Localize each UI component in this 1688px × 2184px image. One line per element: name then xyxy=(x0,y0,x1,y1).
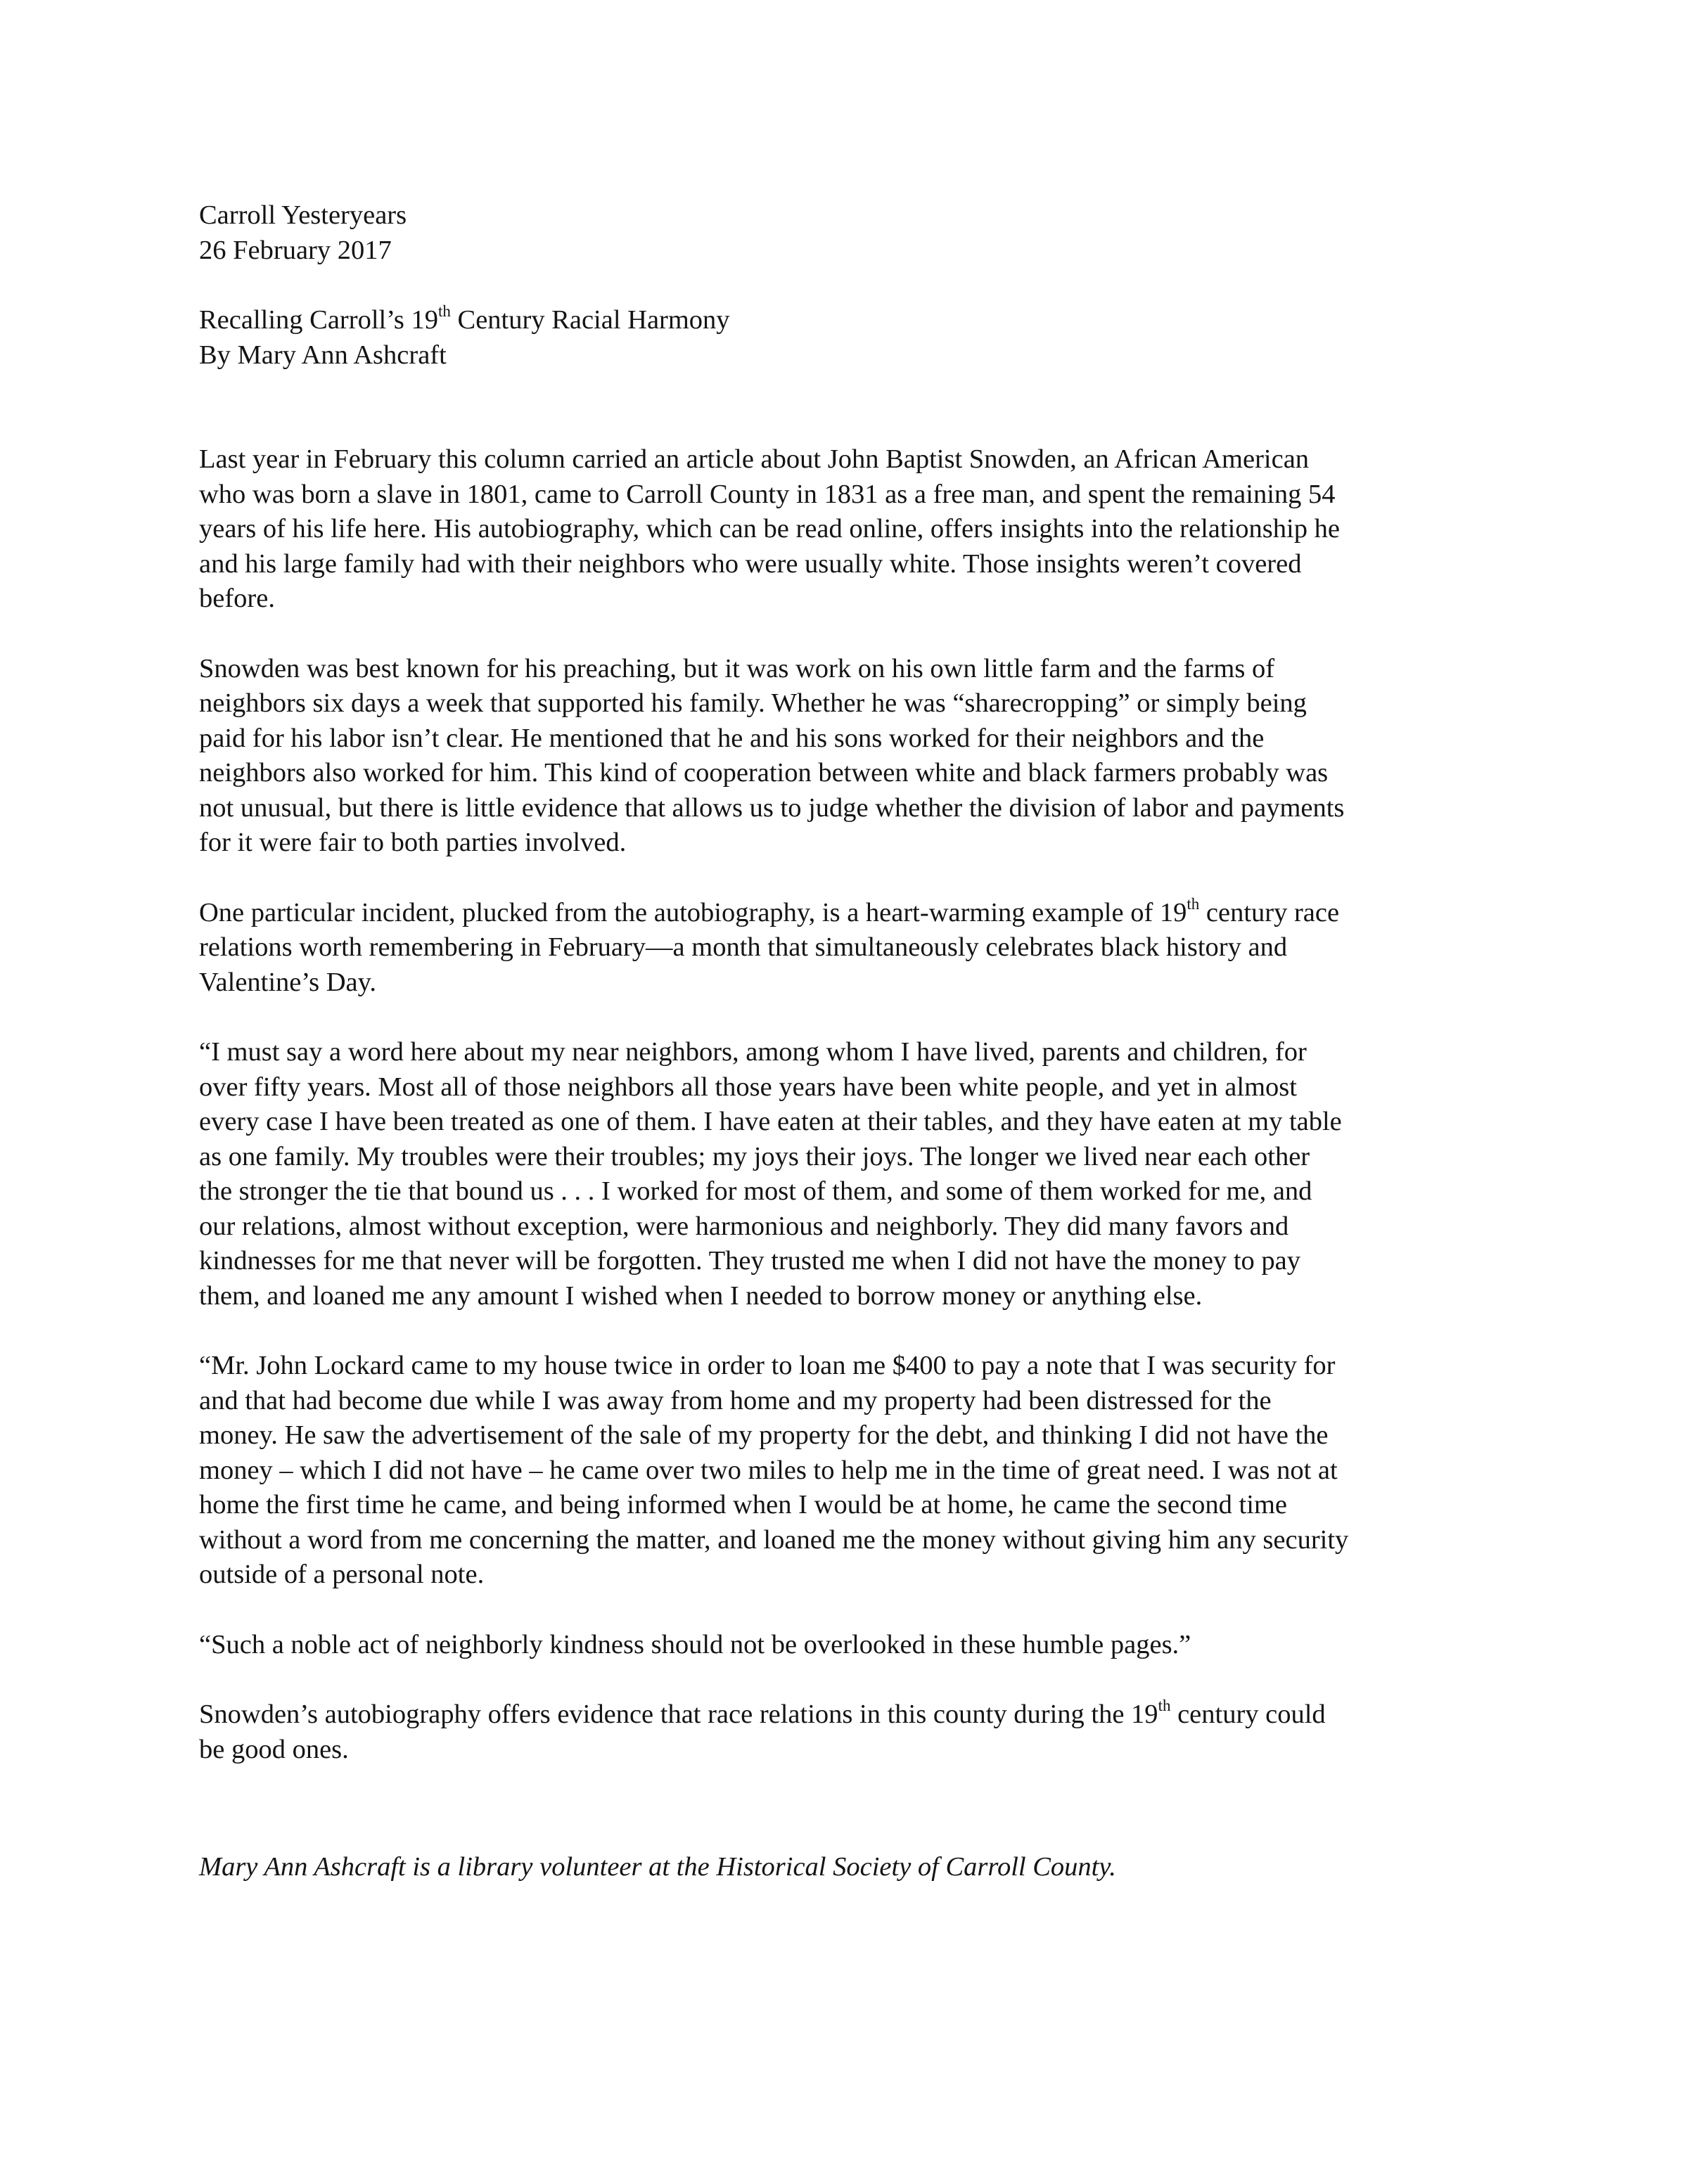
text-line: and that had become due while I was away from home and my property had been distressed for the xyxy=(199,1385,1272,1415)
text-line: “Mr. John Lockard came to my house twice in order to loan me $400 to pay a note that I was security for xyxy=(199,1351,1336,1380)
text-line: neighbors also worked for him. This kind of cooperation between white and black farmers probably was xyxy=(199,758,1329,788)
text-line: over fifty years. Most all of those neighbors all those years have been white people, and yet in almost xyxy=(199,1072,1297,1102)
text-line: One particular incident, plucked from the autobiography, is a heart-warming example of 19th century race xyxy=(199,894,1340,927)
author-note xyxy=(199,1850,1507,1885)
paragraph-6-quote xyxy=(199,1628,1507,1663)
text-line: paid for his labor isn’t clear. He mentioned that he and his sons worked for their neighbors and the xyxy=(199,723,1265,753)
text-line: Snowden’s autobiography offers evidence that race relations in this county during the 19th century could xyxy=(199,1697,1326,1729)
text-line: our relations, almost without exception, were harmonious and neighborly. They did many favors and xyxy=(199,1211,1289,1241)
text-line: Valentine’s Day. xyxy=(199,967,376,997)
paragraph-4-quote xyxy=(199,1035,1507,1313)
paragraph-3 xyxy=(199,896,1507,1001)
author-note-text: Mary Ann Ashcraft is a library volunteer at the Historical Society of Carroll County. xyxy=(199,1852,1116,1882)
text-line: Snowden was best known for his preaching, but it was work on his own little farm and the farms of xyxy=(199,653,1275,683)
text-line: neighbors six days a week that supported his family. Whether he was “sharecropping” or simply being xyxy=(199,688,1307,718)
text-line: relations worth remembering in February—a month that simultaneously celebrates black history and xyxy=(199,932,1288,962)
text-line: the stronger the tie that bound us . . . I worked for most of them, and some of them worked for me, and xyxy=(199,1176,1312,1206)
paragraph-7 xyxy=(199,1697,1507,1767)
byline: By Mary Ann Ashcraft xyxy=(199,340,447,370)
text-line: for it were fair to both parties involved. xyxy=(199,828,627,857)
text-line: outside of a personal note. xyxy=(199,1560,485,1589)
header-block xyxy=(199,198,1507,268)
document-page xyxy=(199,198,1507,1885)
text-line: every case I have been treated as one of them. I have eaten at their tables, and they have eaten at my table xyxy=(199,1107,1342,1136)
text-line: years of his life here. His autobiography, which can be read online, offers insights into the relationship he xyxy=(199,514,1340,544)
text-line: kindnesses for me that never will be forgotten. They trusted me when I did not have the money to pay xyxy=(199,1246,1300,1276)
text-line: and his large family had with their neighbors who were usually white. Those insights weren’t covered xyxy=(199,548,1302,579)
text-line: money – which I did not have – he came over two miles to help me in the time of great need. I was not at xyxy=(199,1455,1338,1485)
text-line: “I must say a word here about my near neighbors, among whom I have lived, parents and children, for xyxy=(199,1037,1307,1067)
publication-date: 26 February 2017 xyxy=(199,235,392,265)
text-line: be good ones. xyxy=(199,1734,349,1764)
text-line: who was born a slave in 1801, came to Carroll County in 1831 as a free man, and spent the remaining 54 xyxy=(199,479,1336,509)
text-line: home the first time he came, and being informed when I would be at home, he came the second time xyxy=(199,1490,1287,1520)
text-line: before. xyxy=(199,584,275,613)
text-line: them, and loaned me any amount I wished when I needed to borrow money or anything else. xyxy=(199,1280,1203,1311)
text-line: Last year in February this column carried an article about John Baptist Snowden, an African American xyxy=(199,444,1310,474)
article-title: Recalling Carroll’s 19th Century Racial Harmony xyxy=(199,302,730,335)
text-line: money. He saw the advertisement of the sale of my property for the debt, and thinking I did not have the xyxy=(199,1420,1329,1450)
text-line: without a word from me concerning the matter, and loaned me the money without giving him any security xyxy=(199,1524,1349,1555)
paragraph-5-quote xyxy=(199,1349,1507,1593)
paragraph-2 xyxy=(199,652,1507,861)
paragraph-1 xyxy=(199,442,1507,617)
title-block xyxy=(199,303,1507,373)
column-name: Carroll Yesteryears xyxy=(199,200,407,230)
text-line: “Such a noble act of neighborly kindness should not be overlooked in these humble pages.” xyxy=(199,1629,1191,1659)
text-line: not unusual, but there is little evidence that allows us to judge whether the division of labor and payments xyxy=(199,792,1345,823)
text-line: as one family. My troubles were their troubles; my joys their joys. The longer we lived near each other xyxy=(199,1141,1310,1171)
